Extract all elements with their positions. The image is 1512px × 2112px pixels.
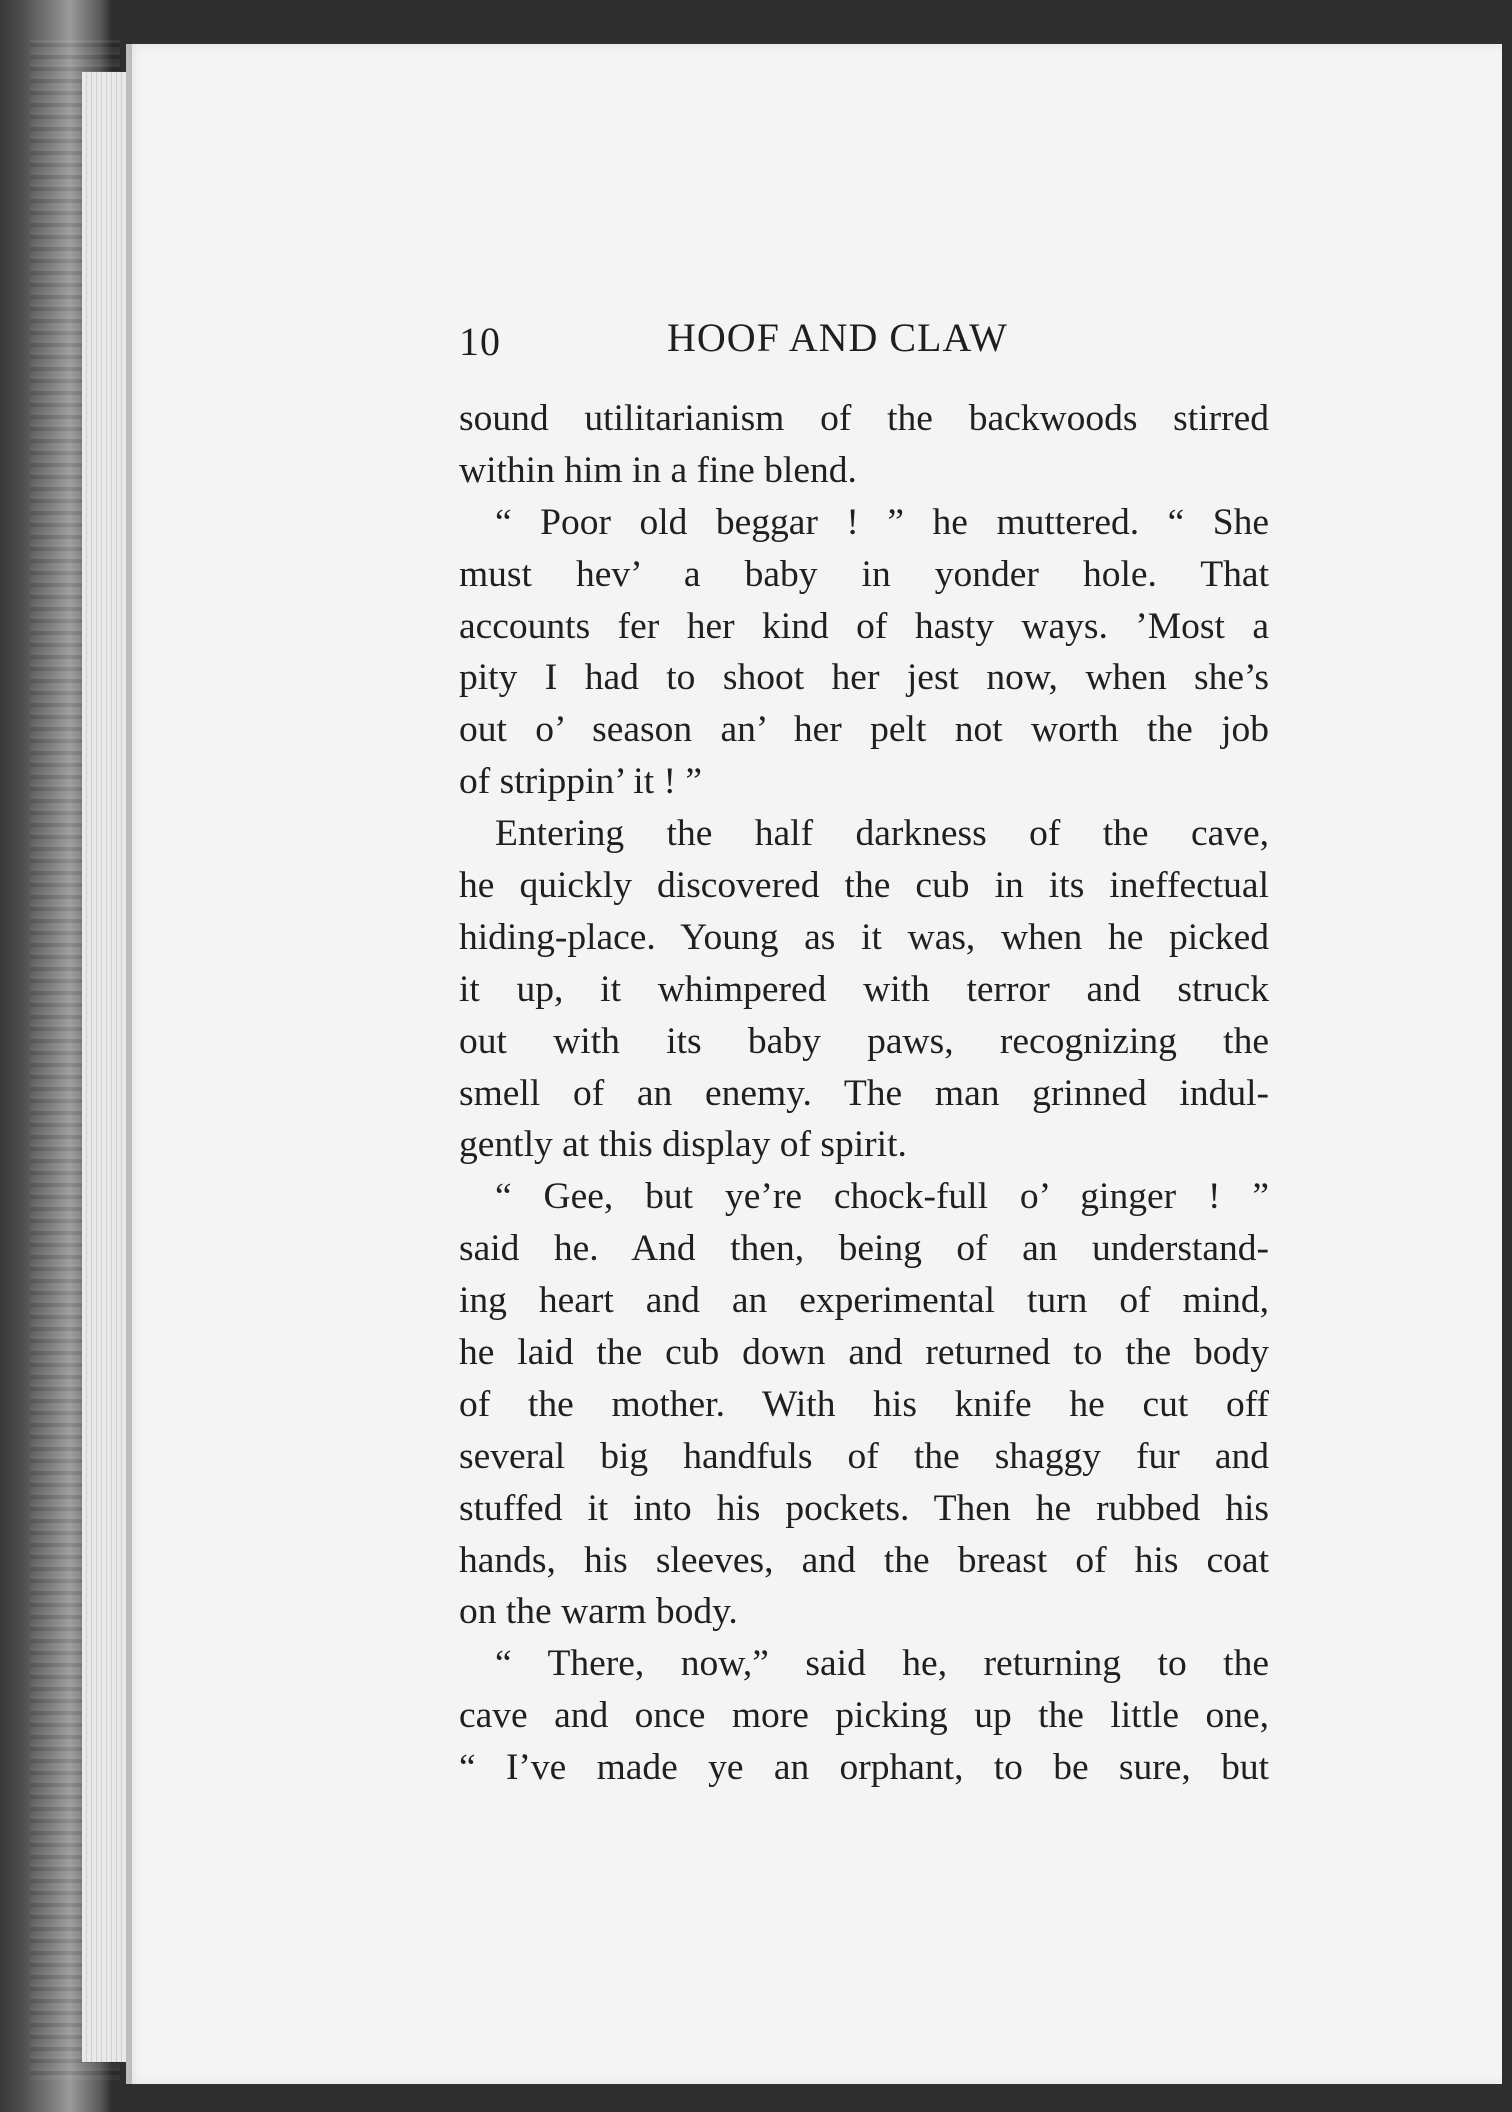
text-line: “ Gee, but ye’re chock-full o’ ginger ! ” — [495, 1176, 1269, 1218]
text-line: Entering the half darkness of the cave, — [495, 813, 1269, 855]
page-gutter — [126, 44, 132, 2084]
running-head: HOOF AND CLAW — [667, 315, 1008, 360]
text-line: it up, it whimpered with terror and struck — [459, 968, 1269, 1010]
text-line: of the mother. With his knife he cut off — [459, 1383, 1269, 1425]
text-line: out with its baby paws, recognizing the — [459, 1020, 1269, 1062]
text-line: sound utilitarianism of the backwoods stirred — [459, 398, 1269, 439]
text-line: said he. And then, being of an understand- — [459, 1228, 1269, 1270]
text-line: he quickly discovered the cub in its ineffectual — [459, 865, 1269, 907]
text-line: on the warm body. — [459, 1591, 738, 1633]
page-header — [459, 314, 1269, 370]
text-line: pity I had to shoot her jest now, when she’s — [459, 657, 1269, 699]
text-line: accounts fer her kind of hasty ways. ’Most a — [459, 605, 1269, 647]
text-line: “ Poor old beggar ! ” he muttered. “ She — [495, 501, 1269, 543]
text-line: hands, his sleeves, and the breast of his coat — [459, 1539, 1269, 1581]
text-line: out o’ season an’ her pelt not worth the job — [459, 709, 1269, 751]
text-line: “ I’ve made ye an orphant, to be sure, but — [459, 1747, 1269, 1789]
text-line: several big handfuls of the shaggy fur and — [459, 1435, 1269, 1477]
text-line: he laid the cub down and returned to the body — [459, 1332, 1269, 1374]
text-line: within him in a fine blend. — [459, 449, 857, 491]
page-number: 10 — [459, 319, 501, 364]
text-line: smell of an enemy. The man grinned indul- — [459, 1072, 1269, 1114]
text-line: cave and once more picking up the little one, — [459, 1695, 1269, 1737]
text-line: hiding-place. Young as it was, when he picked — [459, 916, 1269, 958]
text-line: of strippin’ it ! ” — [459, 761, 702, 803]
body-text — [459, 393, 1269, 1794]
text-line: gently at this display of spirit. — [459, 1124, 907, 1166]
text-line: ing heart and an experimental turn of mind, — [459, 1280, 1269, 1322]
text-line: must hev’ a baby in yonder hole. That — [459, 553, 1269, 595]
text-line: stuffed it into his pockets. Then he rubbed his — [459, 1487, 1269, 1529]
text-line: “ There, now,” said he, returning to the — [495, 1643, 1269, 1685]
